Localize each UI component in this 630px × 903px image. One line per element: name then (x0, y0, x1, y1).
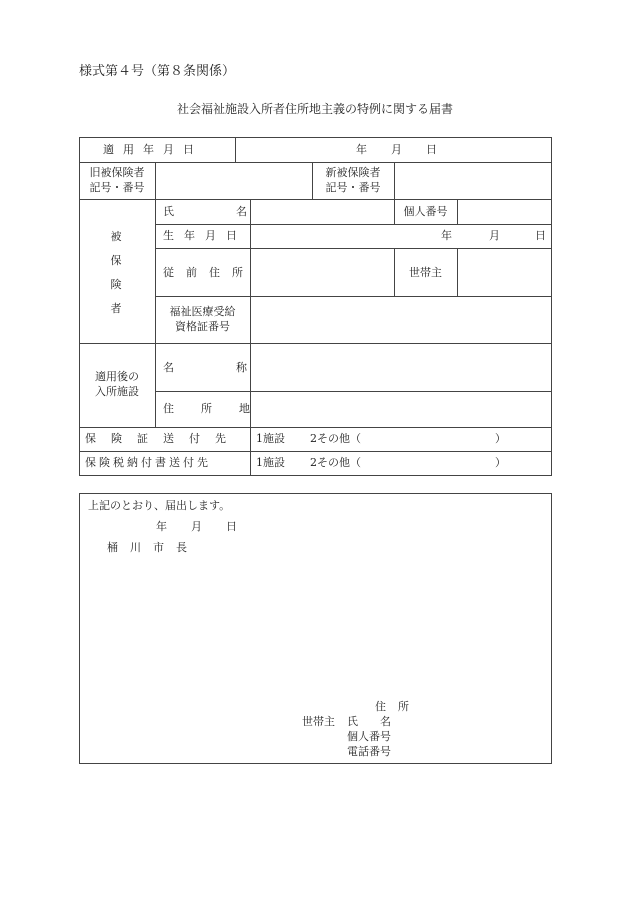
notice-date-day: 日 (226, 520, 237, 533)
prev-address-label: 従前住所 (163, 266, 255, 279)
table-rule (155, 162, 156, 427)
facility-group-label-1: 適用後の (95, 370, 139, 383)
applicant-phone-label: 電話番号 (347, 745, 391, 758)
document-title: 社会福祉施設入所者住所地主義の特例に関する届書 (176, 102, 453, 116)
table-rule (155, 224, 552, 225)
applicant-address-label: 住所 (375, 700, 421, 713)
insured-char: 被 (110, 230, 122, 243)
name-label (163, 205, 309, 219)
apply-date-label-text: 適用年月日 (103, 143, 203, 156)
notice-addressee: 桶川市長 (107, 541, 199, 554)
table-rule (457, 199, 458, 224)
notice-date-month: 月 (191, 520, 202, 533)
birth-year: 年 (441, 229, 452, 242)
cert-send-option-facility[interactable]: 1施設 (256, 432, 285, 445)
applicant-name-label: 氏名 (347, 715, 413, 728)
table-rule (79, 427, 552, 428)
form-number: 様式第４号（第８条関係） (79, 64, 236, 79)
cert-send-option-close: ） (495, 432, 506, 445)
insured-char: 険 (110, 278, 122, 291)
facility-name-label: 名称 (163, 361, 309, 374)
table-rule (250, 199, 251, 427)
applicant-personal-number-label: 個人番号 (347, 730, 391, 743)
cert-send-label: 保険証送付先 (85, 432, 241, 445)
insured-group-label (106, 230, 126, 316)
cert-send-option-other[interactable]: 2その他（ (310, 432, 361, 445)
table-rule (394, 162, 395, 199)
tax-send-option-other[interactable]: 2その他（ (310, 456, 361, 469)
notice-date-year: 年 (156, 520, 167, 533)
old-insured-label-2: 記号・番号 (89, 181, 145, 194)
name-label-text: 氏名 (163, 205, 309, 218)
table-rule (235, 137, 236, 162)
old-insured-label-1: 旧被保険者 (89, 166, 145, 179)
apply-date-label (103, 143, 211, 157)
table-rule (155, 391, 552, 392)
apply-date-year: 年 (356, 143, 367, 156)
table-rule (457, 248, 458, 296)
new-insured-label-1: 新被保険者 (325, 166, 381, 179)
birth-day: 日 (535, 229, 546, 242)
table-rule (155, 296, 552, 297)
tax-send-label: 保険税納付書送付先 (85, 456, 211, 469)
welfare-cert-label-2: 資格証番号 (175, 320, 230, 333)
new-insured-label-2: 記号・番号 (325, 181, 381, 194)
tax-send-option-close: ） (495, 456, 506, 469)
facility-address-label: 住所地 (163, 402, 277, 415)
table-rule (79, 451, 552, 452)
table-rule (79, 199, 552, 200)
household-head-label: 世帯主 (409, 266, 442, 279)
notice-statement: 上記のとおり、届出します。 (88, 499, 231, 512)
tax-send-option-facility[interactable]: 1施設 (256, 456, 285, 469)
birth-date-label: 生年月日 (163, 229, 247, 242)
table-rule (79, 343, 552, 344)
table-rule (155, 248, 552, 249)
insured-char: 者 (110, 302, 122, 315)
facility-group-label-2: 入所施設 (95, 385, 139, 398)
birth-month: 月 (489, 229, 500, 242)
table-rule (79, 162, 552, 163)
apply-date-month: 月 (391, 143, 402, 156)
table-rule (250, 427, 251, 476)
insured-char: 保 (110, 254, 122, 267)
apply-date-day: 日 (426, 143, 437, 156)
welfare-cert-label-1: 福祉医療受給 (169, 305, 236, 318)
applicant-role: 世帯主 (302, 715, 335, 728)
personal-number-label: 個人番号 (403, 205, 448, 218)
